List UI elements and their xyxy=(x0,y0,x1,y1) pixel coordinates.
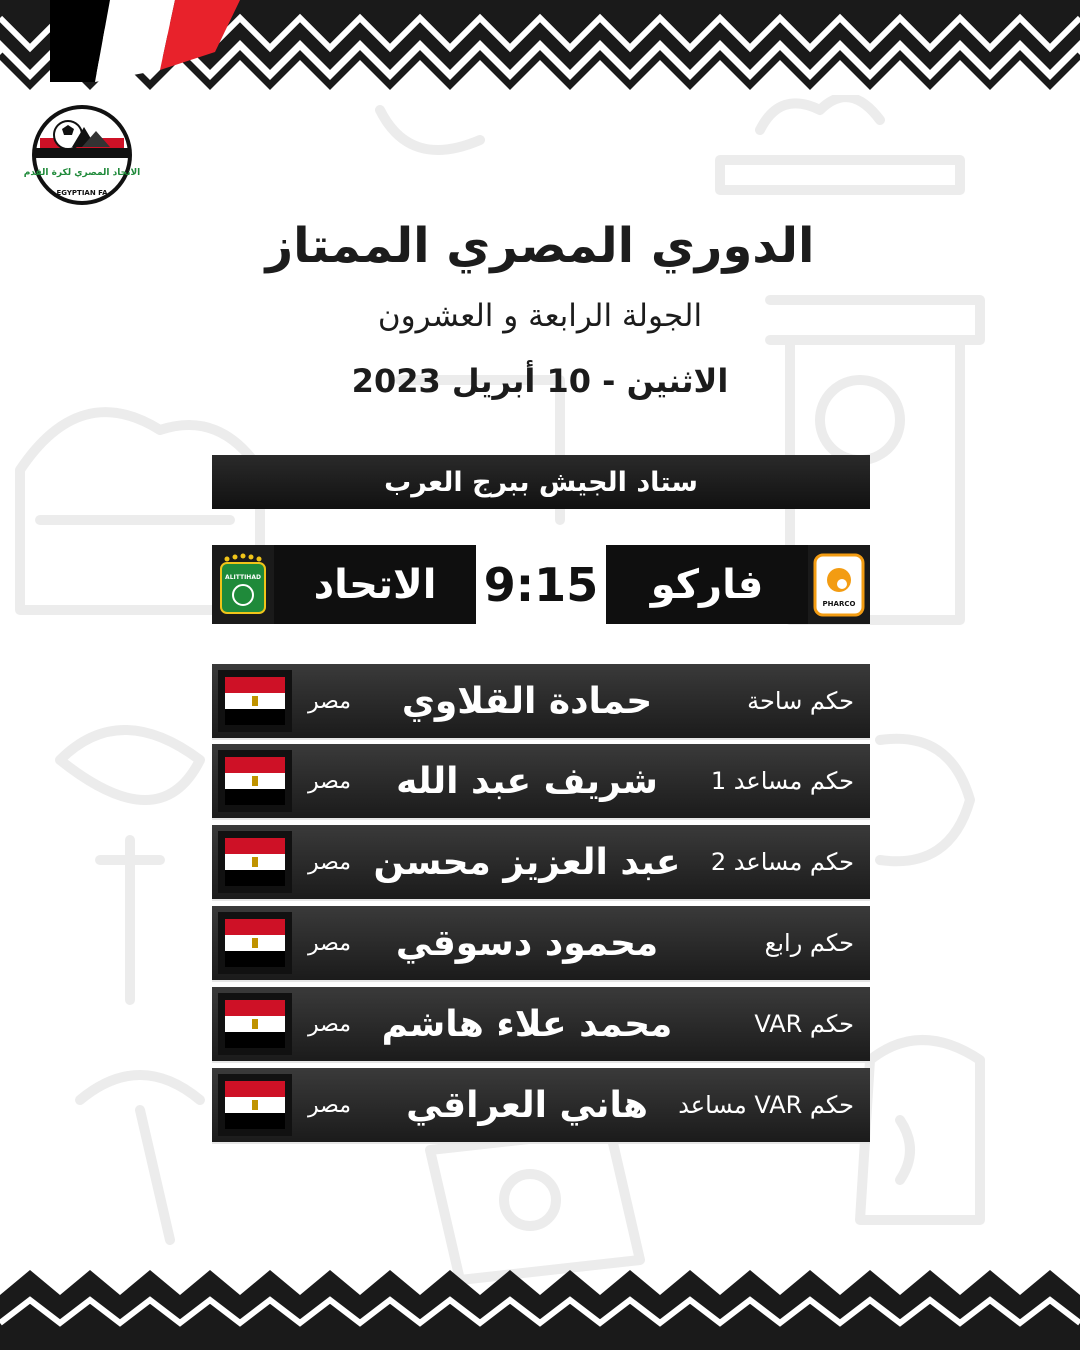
egypt-flag-icon xyxy=(218,1074,292,1136)
referee-row xyxy=(212,1068,870,1144)
stadium-bar: ستاد الجيش ببرج العرب xyxy=(212,455,870,509)
round-title: الجولة الرابعة و العشرون xyxy=(377,298,703,334)
referee-row xyxy=(212,906,870,982)
referee-role: حكم ساحة xyxy=(747,687,854,715)
referee-name: عبد العزيز محسن xyxy=(373,841,681,883)
egypt-flag-icon xyxy=(218,670,292,732)
referee-row xyxy=(212,744,870,820)
referee-row xyxy=(212,825,870,901)
ittihad-crest-icon xyxy=(215,551,271,619)
home-team-name: فاركو xyxy=(606,545,808,624)
referee-name: محمد علاء هاشم xyxy=(381,1003,673,1045)
egypt-flag-icon xyxy=(218,831,292,893)
match-row xyxy=(212,545,870,624)
pharco-logo xyxy=(808,545,870,624)
egypt-flag-icon xyxy=(218,750,292,812)
referee-role: حكم مساعد 1 xyxy=(710,767,854,795)
egyptian-fa-logo xyxy=(23,103,141,207)
referee-country: مصر xyxy=(308,849,352,875)
egypt-flag-icon xyxy=(218,912,292,974)
pharco-logo-text: PHARCO xyxy=(822,599,856,608)
pharco-crest-icon xyxy=(812,552,866,618)
ittihad-logo-text: ALITTIHAD xyxy=(225,573,261,581)
referee-role: حكم مساعد 2 xyxy=(710,848,854,876)
referee-country: مصر xyxy=(308,688,352,714)
league-title: الدوري المصري الممتاز xyxy=(265,218,815,274)
egypt-flag-icon xyxy=(218,993,292,1055)
referee-role: حكم رابع xyxy=(764,929,854,957)
referee-country: مصر xyxy=(308,1092,352,1118)
referee-name: شريف عبد الله xyxy=(396,760,658,802)
logo-text-en: EGYPTIAN FA xyxy=(56,189,108,197)
referee-name: محمود دسوقي xyxy=(395,922,659,964)
referee-role: حكم VAR مساعد xyxy=(678,1091,854,1119)
match-date: الاثنين - 10 أبريل 2023 xyxy=(351,362,729,400)
referee-country: مصر xyxy=(308,768,352,794)
logo-text-ar: الاتحاد المصري لكرة القدم xyxy=(23,168,141,178)
top-zigzag-border xyxy=(0,0,1080,95)
referee-row xyxy=(212,664,870,740)
ittihad-logo xyxy=(212,545,274,624)
referee-name: حمادة القلاوي xyxy=(401,680,653,722)
referee-country: مصر xyxy=(308,1011,352,1037)
referee-country: مصر xyxy=(308,930,352,956)
referee-name: هاني العراقي xyxy=(406,1084,648,1126)
bottom-zigzag-border xyxy=(0,1255,1080,1350)
referee-role: حكم VAR xyxy=(754,1010,854,1038)
away-team-name: الاتحاد xyxy=(274,545,476,624)
match-time: 9:15 xyxy=(476,545,606,624)
referee-row xyxy=(212,987,870,1063)
